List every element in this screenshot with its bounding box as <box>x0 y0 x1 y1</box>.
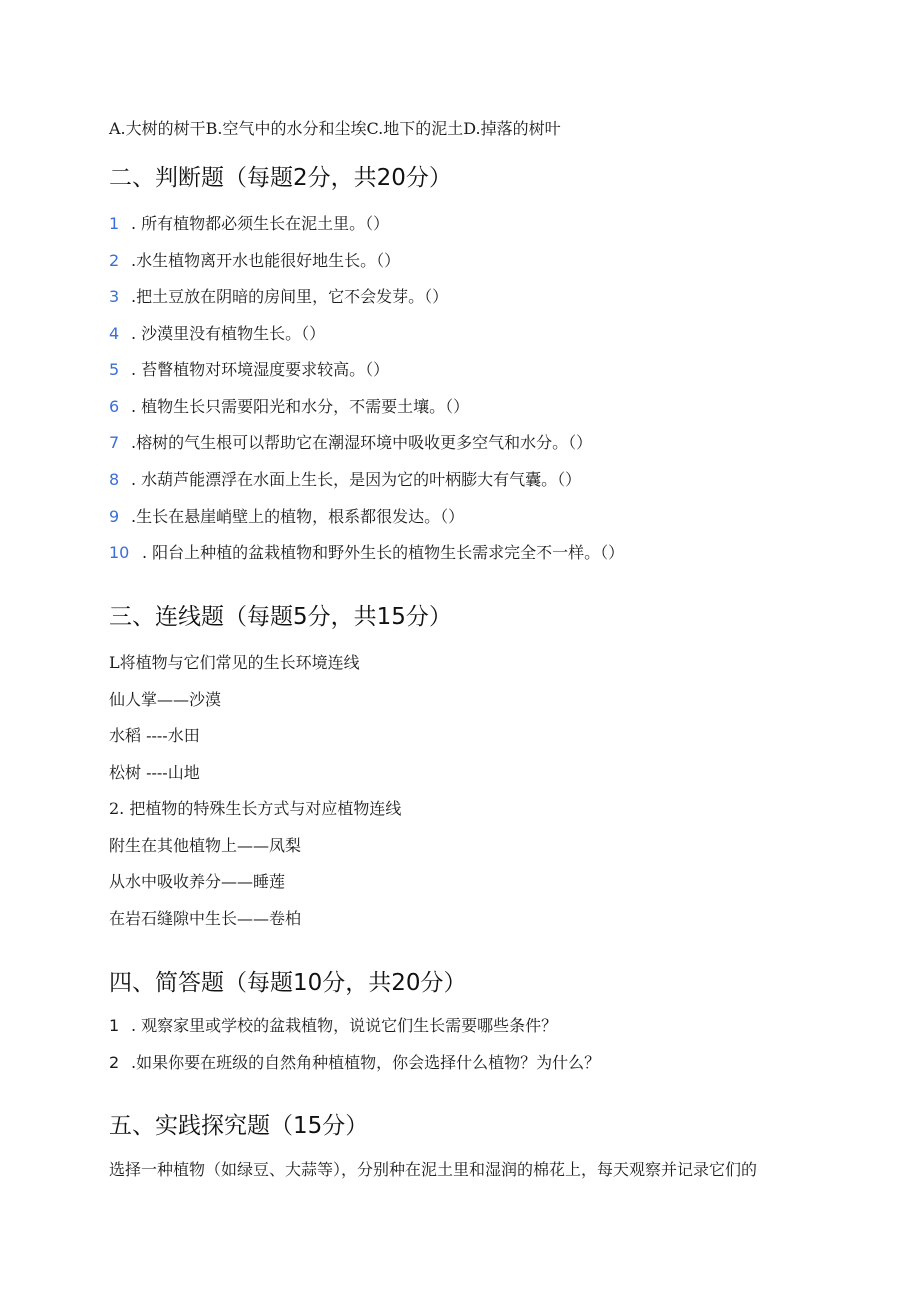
previous-question-options: A.大树的树干B.空气中的水分和尘埃C.地下的泥土D.掉落的树叶 <box>109 119 561 138</box>
list-item <box>109 1016 557 1036</box>
item-number: 4 <box>109 324 120 343</box>
item-number: 8 <box>109 470 120 489</box>
item-number: 7 <box>109 433 120 452</box>
item-text: . 苔瞥植物对环境湿度要求较高。（） <box>131 360 390 379</box>
list-item <box>109 251 400 271</box>
list-item <box>109 507 464 527</box>
matching-pair: 在岩石缝隙中生长——卷柏 <box>109 909 302 928</box>
item-number: 2 <box>109 251 120 270</box>
list-item <box>109 287 448 307</box>
list-item <box>109 433 592 453</box>
list-item <box>109 543 624 563</box>
item-text: . 水葫芦能漂浮在水面上生长，是因为它的叶柄膨大有气囊。（） <box>131 470 582 489</box>
item-number: 3 <box>109 287 120 306</box>
matching-pair: 仙人掌——沙漠 <box>109 690 222 709</box>
list-item <box>109 397 469 417</box>
matching-pair: 松树 ----山地 <box>109 763 200 782</box>
list-item <box>109 470 581 490</box>
item-number: 9 <box>109 507 120 526</box>
list-item <box>109 1053 600 1073</box>
item-text: . 植物生长只需要阳光和水分，不需要土壤。（） <box>131 397 470 416</box>
item-text: . 所有植物都必须生长在泥土里。（） <box>131 214 390 233</box>
item-number: 5 <box>109 360 120 379</box>
matching-instruction: L将植物与它们常见的生长环境连线 <box>109 653 360 672</box>
item-number: 10 <box>109 543 130 562</box>
list-item <box>109 324 325 344</box>
matching-pair: 从水中吸收养分——睡莲 <box>109 872 286 891</box>
item-number: 2 <box>109 1053 120 1072</box>
section-title-practice: 五、实践探究题（15分） <box>109 1113 369 1139</box>
item-text: . 沙漠里没有植物生长。（） <box>131 324 326 343</box>
item-text: .榕树的气生根可以帮助它在潮湿环境中吸收更多空气和水分。（） <box>131 433 593 452</box>
matching-instruction: 2. 把植物的特殊生长方式与对应植物连线 <box>109 799 402 818</box>
section-title-true-false: 二、判断题（每题2分，共20分） <box>109 165 452 191</box>
item-number: 6 <box>109 397 120 416</box>
item-number: 1 <box>109 1016 120 1035</box>
item-text: .如果你要在班级的自然角种植植物，你会选择什么植物？为什么？ <box>131 1053 601 1072</box>
section-title-short-answer: 四、简答题（每题10分，共20分） <box>109 970 467 996</box>
item-text: .把土豆放在阴暗的房间里，它不会发芽。（） <box>131 287 449 306</box>
matching-pair: 附生在其他植物上——凤梨 <box>109 836 302 855</box>
list-item <box>109 360 389 380</box>
practice-question-text: 选择一种植物（如绿豆、大蒜等），分别种在泥土里和湿润的棉花上，每天观察并记录它们的 <box>109 1160 758 1179</box>
item-text: . 阳台上种植的盆栽植物和野外生长的植物生长需求完全不一样。（） <box>142 543 625 562</box>
item-text: .水生植物离开水也能很好地生长。（） <box>131 251 401 270</box>
section-title-matching: 三、连线题（每题5分，共15分） <box>109 604 452 630</box>
item-text: . 观察家里或学校的盆栽植物，说说它们生长需要哪些条件？ <box>131 1016 558 1035</box>
list-item <box>109 214 389 234</box>
item-text: .生长在悬崖峭壁上的植物，根系都很发达。（） <box>131 507 465 526</box>
item-number: 1 <box>109 214 120 233</box>
matching-pair: 水稻 ----水田 <box>109 726 200 745</box>
